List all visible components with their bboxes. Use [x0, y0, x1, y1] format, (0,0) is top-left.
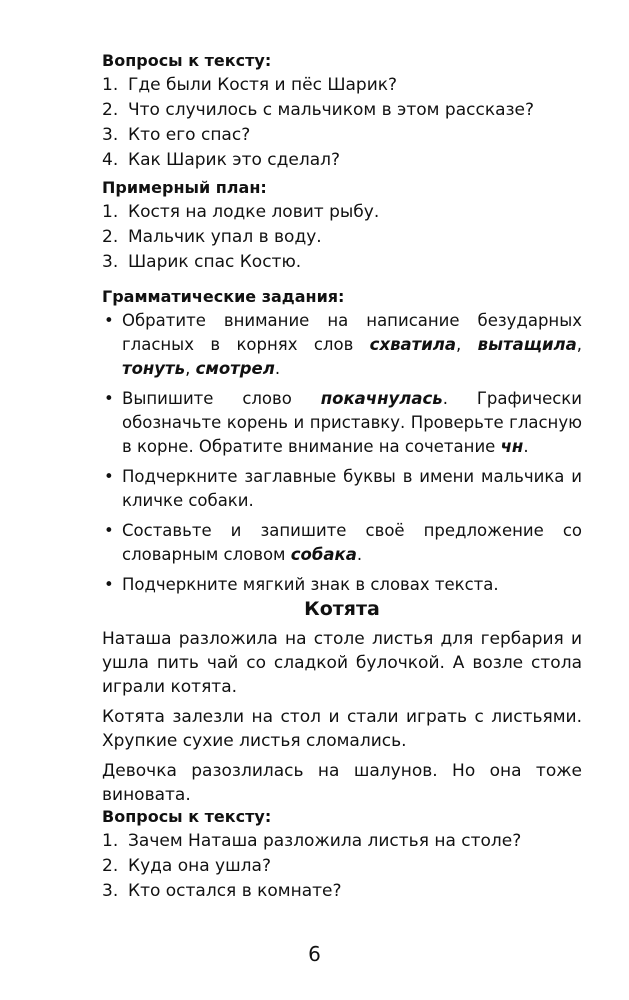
- questions-section-1: [102, 49, 582, 173]
- list-item: 2. Что случилось с мальчиком в этом рассказе?: [102, 100, 535, 120]
- story-paragraph: Наташа разложила на столе листья для гербария и ушла пить чай со сладкой булочкой. А возле стола играли котята.: [102, 629, 582, 697]
- story-title: Котята: [304, 598, 380, 620]
- list-item: • Подчеркните мягкий знак в словах текста.: [102, 573, 582, 597]
- grammar-heading: Грамматические задания:: [102, 287, 345, 306]
- plan-section: [102, 176, 582, 275]
- questions-list: [102, 73, 582, 173]
- list-item: 1. Зачем Наташа разложила листья на столе?: [102, 831, 522, 851]
- story-paragraph: Котята залезли на стол и стали играть с листьями. Хрупкие сухие листья сломались.: [102, 707, 582, 751]
- list-item: 3. Кто остался в комнате?: [102, 881, 342, 901]
- plan-heading: Примерный план:: [102, 178, 267, 197]
- grammar-task-list: [102, 309, 582, 597]
- questions-heading: Вопросы к тексту:: [102, 51, 272, 70]
- story-text: [102, 627, 582, 813]
- grammar-section: [102, 285, 582, 603]
- list-item: • Обратите внимание на написание безударных гласных в корнях слов схватила, вытащила, тонуть, смотрел.: [102, 309, 582, 381]
- list-item: 4. Как Шарик это сделал?: [102, 150, 341, 170]
- page-number: 6: [308, 942, 321, 966]
- questions-section-2: [102, 805, 582, 904]
- plan-list: [102, 200, 582, 275]
- questions-heading: Вопросы к тексту:: [102, 807, 272, 826]
- list-item: 1. Где были Костя и пёс Шарик?: [102, 75, 398, 95]
- list-item: 2. Куда она ушла?: [102, 856, 271, 876]
- list-item: • Составьте и запишите своё предложение со словарным словом собака.: [102, 519, 582, 567]
- story-paragraph: Девочка разозлилась на шалунов. Но она тоже виновата.: [102, 761, 582, 805]
- list-item: 3. Кто его спас?: [102, 125, 251, 145]
- list-item: 2. Мальчик упал в воду.: [102, 227, 322, 247]
- questions-list: [102, 829, 582, 904]
- list-item: • Выпишите слово покачнулась. Графически обозначьте корень и приставку. Проверьте гласную в корне. Обратите внимание на сочетание чн.: [102, 387, 582, 459]
- list-item: • Подчеркните заглавные буквы в имени мальчика и кличке собаки.: [102, 465, 582, 513]
- list-item: 3. Шарик спас Костю.: [102, 252, 302, 272]
- list-item: 1. Костя на лодке ловит рыбу.: [102, 202, 380, 222]
